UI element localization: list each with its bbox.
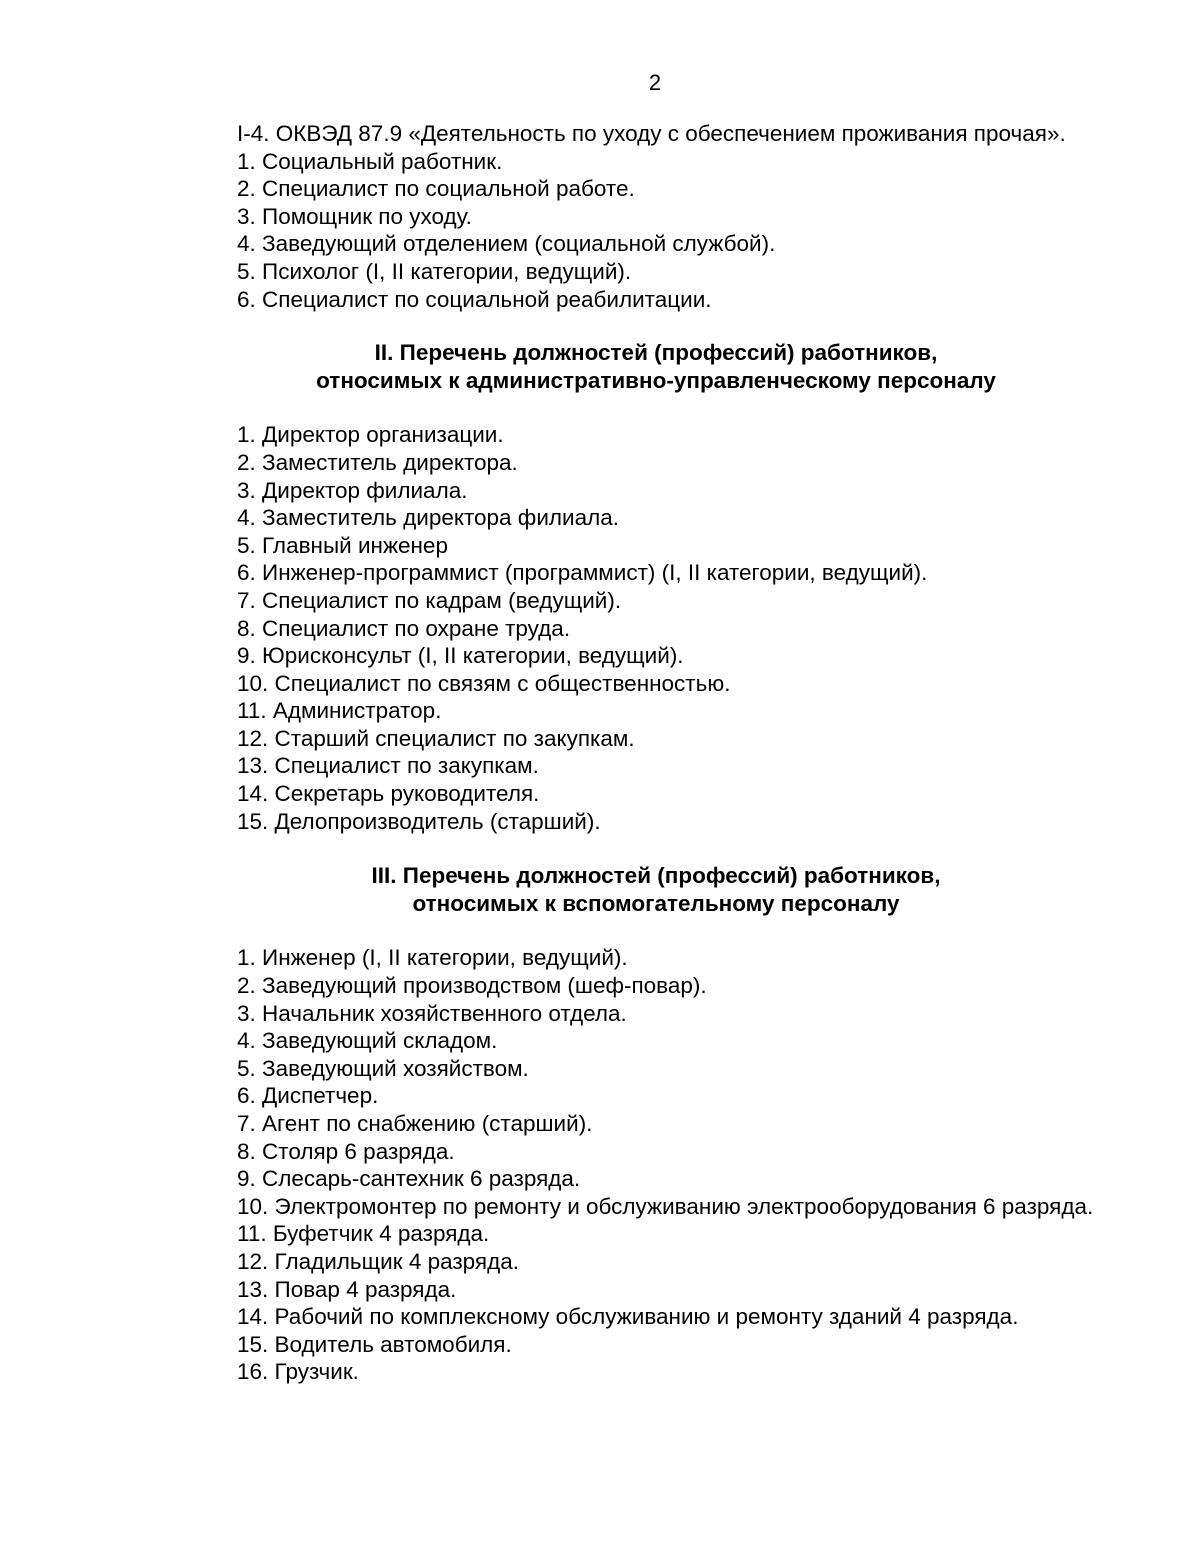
list-item: 8. Столяр 6 разряда.: [237, 1138, 455, 1164]
list-item: 6. Специалист по социальной реабилитации.: [237, 286, 712, 312]
list-item: 5. Заведующий хозяйством.: [237, 1055, 529, 1081]
list-item: 2. Специалист по социальной работе.: [237, 176, 635, 202]
list-item: 4. Заместитель директора филиала.: [237, 505, 619, 531]
section1-intro: I-4. ОКВЭД 87.9 «Деятельность по уходу с обеспечением проживания прочая».: [237, 121, 1066, 146]
list-item: 6. Диспетчер.: [237, 1083, 379, 1109]
section3-heading-line1: III. Перечень должностей (профессий) работников,: [371, 863, 941, 889]
section2-heading-line2: относимых к административно-управленческому персоналу: [316, 367, 996, 393]
list-item: 3. Начальник хозяйственного отдела.: [237, 1000, 627, 1026]
section2-list: [168, 421, 1144, 835]
list-item: 11. Буфетчик 4 разряда.: [237, 1221, 490, 1247]
list-item: 3. Помощник по уходу.: [237, 203, 472, 229]
section2-heading-line1: II. Перечень должностей (профессий) работников,: [374, 340, 938, 366]
document-body: [168, 120, 1144, 1386]
list-item: 1. Директор организации.: [237, 422, 504, 448]
list-item: 6. Инженер-программист (программист) (I, II категории, ведущий).: [237, 560, 928, 586]
list-item: 14. Рабочий по комплексному обслуживанию и ремонту зданий 4 разряда.: [237, 1304, 1019, 1330]
list-item: 10. Электромонтер по ремонту и обслуживанию электрооборудования 6 разряда.: [237, 1193, 1094, 1219]
list-item: 1. Инженер (I, II категории, ведущий).: [237, 945, 628, 971]
list-item: 10. Специалист по связям с общественностью.: [237, 670, 731, 696]
list-item: 12. Старший специалист по закупкам.: [237, 725, 635, 751]
section1-list: [168, 148, 1144, 314]
list-item: 1. Социальный работник.: [237, 148, 503, 174]
list-item: 3. Директор филиала.: [237, 477, 468, 503]
list-item: 14. Секретарь руководителя.: [237, 781, 540, 807]
list-item: 2. Заместитель директора.: [237, 449, 518, 475]
list-item: 8. Специалист по охране труда.: [237, 615, 571, 641]
list-item: 2. Заведующий производством (шеф-повар).: [237, 973, 707, 999]
section3-list: [168, 944, 1144, 1386]
list-item: 7. Агент по снабжению (старший).: [237, 1111, 593, 1136]
page-number: 2: [648, 70, 662, 95]
list-item: 13. Повар 4 разряда.: [237, 1276, 457, 1302]
list-item: 7. Специалист по кадрам (ведущий).: [237, 587, 622, 613]
list-item: 15. Делопроизводитель (старший).: [237, 808, 601, 834]
list-item: 11. Администратор.: [237, 698, 442, 724]
list-item: 9. Юрисконсульт (I, II категории, ведущий).: [237, 643, 684, 669]
list-item: 13. Специалист по закупкам.: [237, 753, 539, 779]
section3-heading: [168, 862, 1144, 917]
list-item: 5. Главный инженер: [237, 532, 448, 558]
list-item: 4. Заведующий отделением (социальной службой).: [237, 231, 776, 257]
list-item: 12. Гладильщик 4 разряда.: [237, 1248, 520, 1274]
list-item: 4. Заведующий складом.: [237, 1028, 498, 1054]
section2-heading: [168, 339, 1144, 394]
section3-heading-line2: относимых к вспомогательному персоналу: [412, 890, 900, 916]
list-item: 15. Водитель автомобиля.: [237, 1331, 512, 1357]
list-item: 9. Слесарь-сантехник 6 разряда.: [237, 1166, 581, 1192]
list-item: 5. Психолог (I, II категории, ведущий).: [237, 258, 632, 284]
list-item: 16. Грузчик.: [237, 1359, 359, 1385]
